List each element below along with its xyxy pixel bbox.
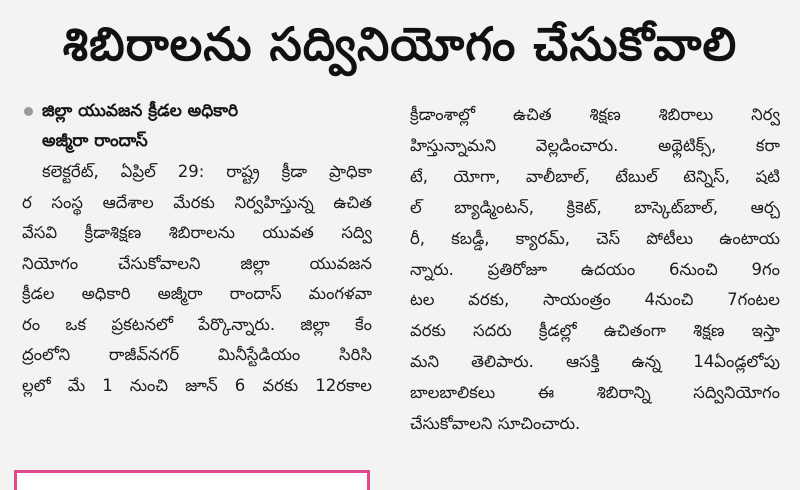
- text-line: బాలబాలికలు ఈ శిబిరాన్ని సద్వినియోగం: [410, 383, 780, 403]
- left-column: [22, 96, 372, 401]
- byline-name: అజ్మీరా రాందాస్: [42, 131, 148, 151]
- text-line: ద్రంలోని రాజీవ్‌నగర్ మినీస్టేడియం సిరిసి: [22, 345, 372, 364]
- byline: [22, 96, 372, 156]
- text-line: వేసవి క్రీడాశిక్షణ శిబిరాలను యువత సద్వి: [22, 223, 372, 242]
- text-line: క్రీడల అధికారి అజ్మీరా రాందాస్ మంగళవా: [22, 284, 372, 303]
- text-line: రం ఒక ప్రకటనలో పేర్కొన్నారు. జిల్లా కేం: [22, 314, 372, 334]
- text-line: చేసుకోవాలని సూచించారు.: [410, 414, 581, 434]
- text-line: వరకు సదరు క్రీడల్లో ఉచితంగా శిక్షణ ఇస్తా: [410, 321, 780, 341]
- text-line: టే, యోగా, వాలీబాల్, టేబుల్ టెన్నిస్, షటి: [410, 166, 780, 186]
- related-story-box: [14, 470, 370, 490]
- text-line: రీ, కబడ్డీ, క్యారమ్, చెస్ పోటీలు ఉంటాయ: [410, 228, 780, 248]
- text-line: ల్ బ్యాడ్మింటన్, క్రికెట్, బాస్కెట్‌బాల్, ఆర్చ: [410, 197, 780, 217]
- text-line: హిస్తున్నామని వెల్లడించారు. అథ్లెటిక్స్, కరా: [410, 135, 780, 155]
- article-headline: శిబిరాలను సద్వినియోగం చేసుకోవాలి: [62, 17, 738, 71]
- byline-title: జిల్లా యువజన క్రీడల అధికారి: [42, 101, 239, 121]
- right-column: [410, 100, 780, 440]
- text-line: మని తెలిపారు. ఆసక్తి ఉన్న 14ఏండ్లలోపు: [410, 352, 780, 372]
- text-line: న్నారు. ప్రతిరోజూ ఉదయం 6నుంచి 9గం: [410, 259, 780, 279]
- text-line: నియోగం చేసుకోవాలని జిల్లా యువజన: [22, 253, 372, 273]
- text-line: కలెక్టరేట్, ఏప్రిల్ 29: రాష్ట్ర క్రీడా ప్రాధికా: [42, 162, 372, 181]
- text-line: టల వరకు, సాయంత్రం 4నుంచి 7గంటల: [410, 290, 780, 310]
- bullet-icon: [24, 107, 33, 116]
- text-line: ర సంస్థ ఆదేశాల మేరకు నిర్వహిస్తున్న ఉచిత: [22, 192, 372, 212]
- left-column-text: [22, 157, 372, 401]
- text-line: ల్లలో మే 1 నుంచి జూన్ 6 వరకు 12రకాల: [22, 375, 372, 395]
- text-line: క్రీడాంశాల్లో ఉచిత శిక్షణ శిబిరాలు నిర్వ: [410, 105, 780, 124]
